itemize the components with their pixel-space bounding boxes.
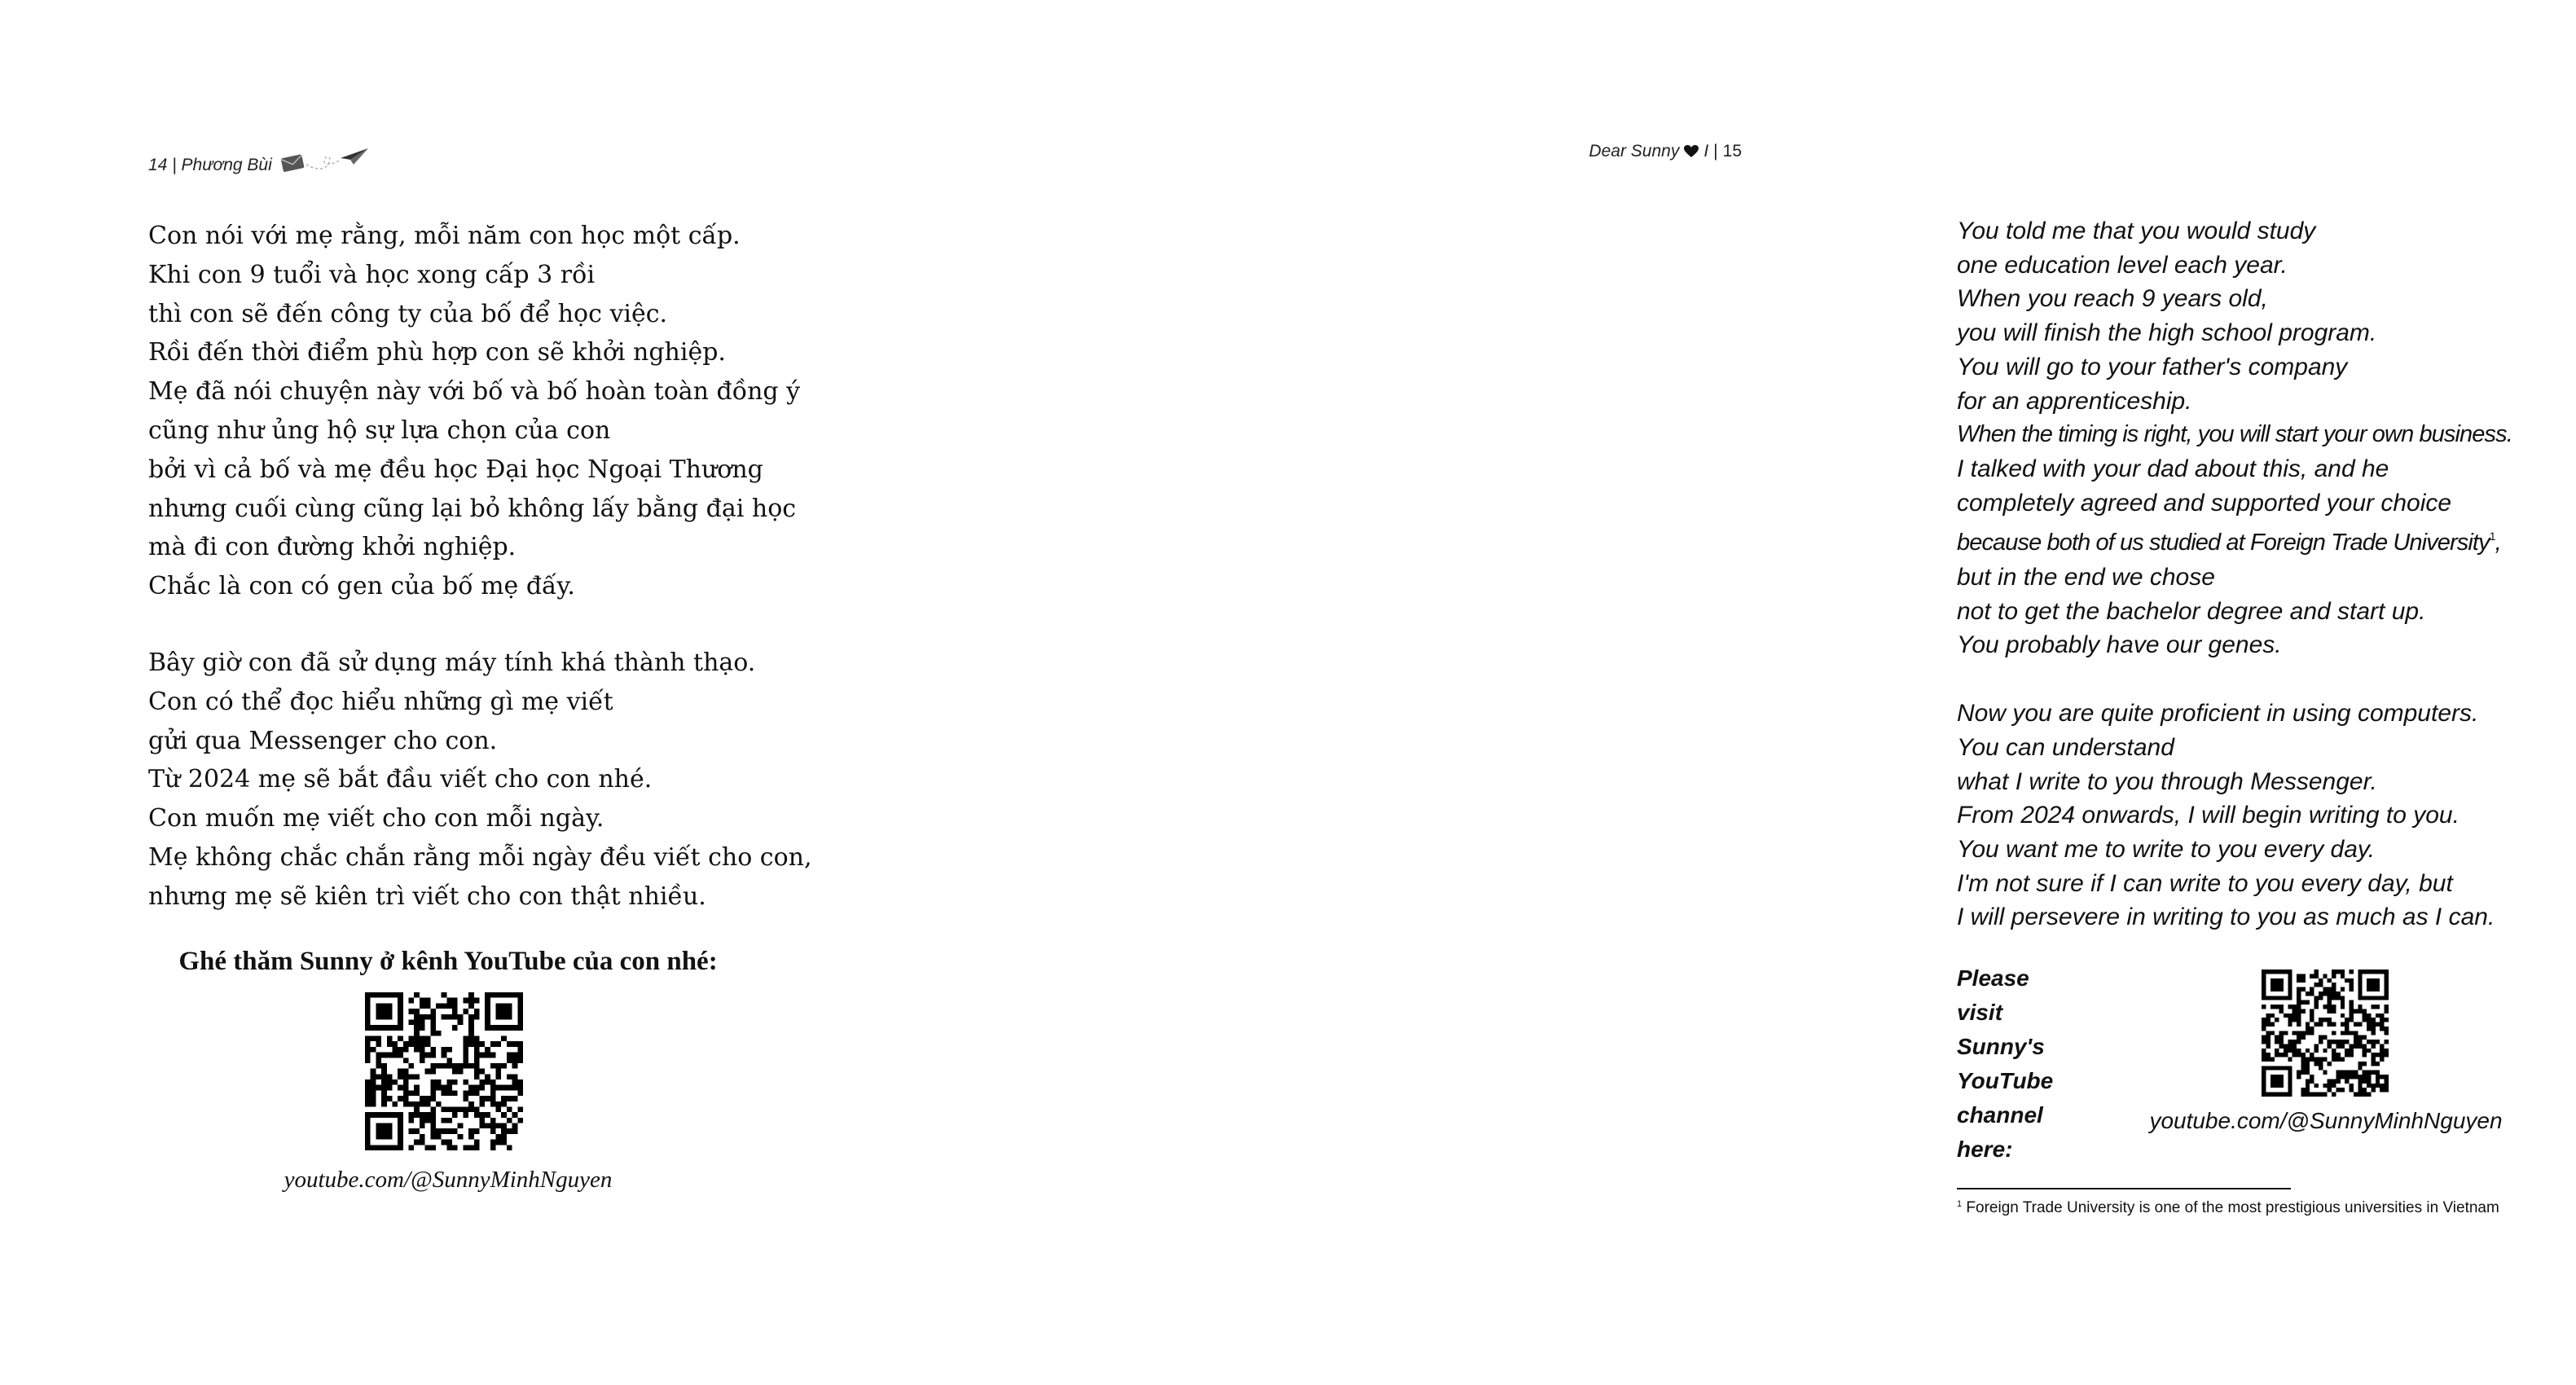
left-page-header [148,152,370,179]
text-line: not to get the bachelor degree and start up. [1957,597,2426,625]
text-line: You probably have our genes. [1957,631,2282,659]
youtube-invite-heading: Ghé thăm Sunny ở kênh YouTube của con nhé: [178,947,718,976]
qr-code-icon[interactable] [2262,970,2389,1097]
text-line: I talked with your dad about this, and he [1957,455,2389,482]
text-line: Con nói với mẹ rằng, mỗi năm con học một cấp. [148,222,741,250]
text-line: When the timing is right, you will start your own business. [1957,421,2512,448]
right-page [896,0,2512,1385]
author-name: Phương Bùi [181,156,272,174]
text-line: Mẹ đã nói chuyện này với bố và bố hoàn toàn đồng ý [148,377,801,407]
text-line: From 2024 onwards, I will begin writing to you. [1957,802,2460,829]
footnote-marker[interactable]: 1 [2489,530,2495,543]
text-line: You can understand [1957,733,2174,761]
text-line: Chắc là con có gen của bố mẹ đấy. [148,572,575,601]
book-title: Dear Sunny [1589,142,1680,160]
footnote [1957,1199,2499,1217]
footnote-text: Foreign Trade University is one of the most prestigious universities in Vietnam [1966,1199,2499,1216]
text-line: you will finish the high school program. [1957,319,2377,347]
youtube-url[interactable]: youtube.com/@SunnyMinhNguyen [284,1167,613,1193]
invite-line: channel [1957,1102,2043,1128]
text-line-content: because both of us studied at Foreign Trade University [1957,530,2490,556]
envelope-paper-plane-icon [280,147,370,174]
text-line: I'm not sure if I can write to you every day, but [1957,869,2453,897]
text-line: You want me to write to you every day. [1957,835,2376,863]
invite-line: Sunny's [1957,1034,2045,1059]
heart-icon [1684,145,1699,158]
qr-code-icon[interactable] [365,992,523,1150]
invite-line: Please visit [1957,965,2029,1025]
text-line: Now you are quite proficient in using computers. [1957,700,2479,728]
text-line: You will go to your father's company [1957,353,2348,380]
page-number: 14 [148,156,168,174]
text-line: gửi qua Messenger cho con. [148,726,498,755]
text-line: Bây giờ con đã sử dụng máy tính khá thành thạo. [148,648,756,677]
footnote-number: 1 [1957,1199,1963,1209]
youtube-invite-heading [1957,961,2053,1167]
text-line: but in the end we chose [1957,564,2215,591]
text-line: thì con sẽ đến công ty của bố để học việc. [148,299,668,328]
right-page-header [1589,142,1742,161]
text-line [1957,520,2576,561]
text-line: completely agreed and supported your choice [1957,489,2452,517]
vietnamese-text [148,217,816,917]
text-line: Khi con 9 tuổi và học xong cấp 3 rồi [148,260,596,289]
youtube-url[interactable]: youtube.com/@SunnyMinhNguyen [2149,1108,2503,1133]
text-line: I will persevere in writing to you as much as I can. [1957,904,2495,931]
text-line: Từ 2024 mẹ sẽ bắt đầu viết cho con nhé. [148,765,653,794]
text-line: Con có thể đọc hiểu những gì mẹ viết [148,687,613,716]
invite-line: YouTube [1957,1068,2054,1093]
text-line: bởi vì cả bố và mẹ đều học Đại học Ngoại Thương [148,455,763,484]
text-line: You told me that you would study [1957,218,2316,244]
text-line: cũng như ủng hộ sự lựa chọn của con [148,416,611,445]
text-line: nhưng cuối cùng cũng lại bỏ không lấy bằng đại học [148,494,797,523]
text-line: mà đi con đường khởi nghiệp. [148,533,517,562]
header-separator: | [172,156,177,174]
english-text [1957,214,2576,934]
text-line: for an apprenticeship. [1957,387,2192,415]
text-line: When you reach 9 years old, [1957,285,2268,313]
text-line: Rồi đến thời điểm phù hợp con sẽ khởi nghiệp. [148,338,726,367]
text-line-suffix: , [2495,530,2501,556]
text-line: one education level each year. [1957,251,2288,279]
left-page [0,0,896,1385]
text-line: what I write to you through Messenger. [1957,767,2377,795]
header-separator: | [1713,142,1718,160]
text-line: Mẹ không chắc chắn rằng mỗi ngày đều viết cho con, [148,842,812,872]
text-line: Con muốn mẹ viết cho con mỗi ngày. [148,804,604,833]
text-line: nhưng mẹ sẽ kiên trì viết cho con thật nhiều. [148,882,706,911]
page-number: 15 [1722,142,1742,160]
chapter-number: I [1703,142,1709,160]
invite-line: here: [1957,1137,2013,1162]
footnote-divider [1957,1188,2291,1189]
